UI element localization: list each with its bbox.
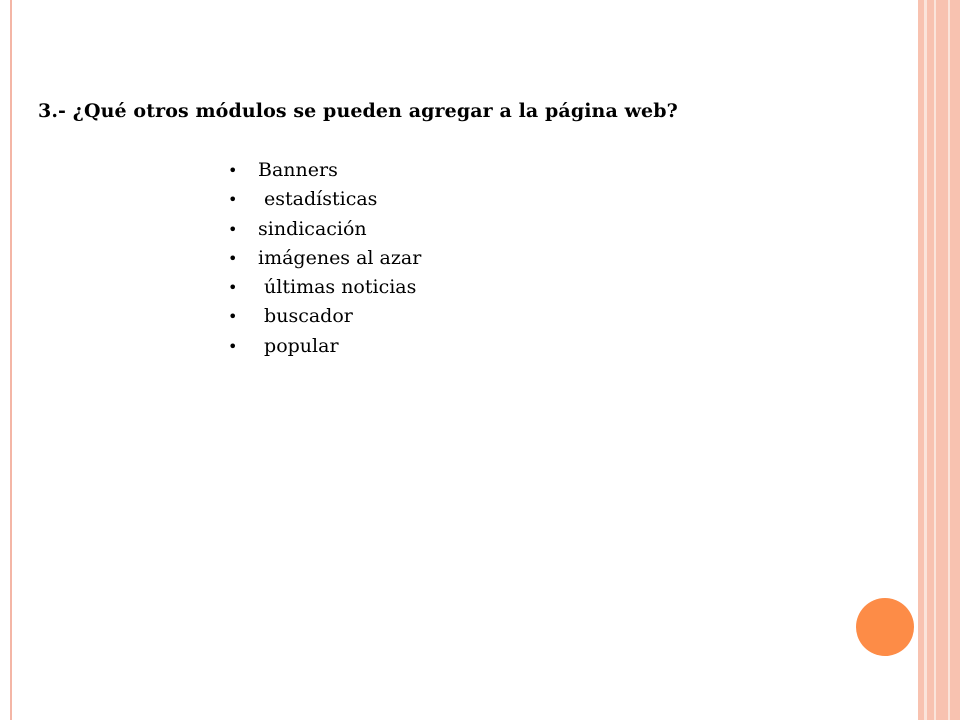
bullet-icon: • <box>228 161 238 180</box>
bullet-icon: • <box>228 278 238 298</box>
list-item-text: imágenes al azar <box>258 246 422 269</box>
list-item-text: popular <box>258 334 339 357</box>
right-decorative-stripes <box>918 0 960 720</box>
bullet-icon: • <box>228 219 238 239</box>
list-item-text: buscador <box>258 305 353 328</box>
list-item-text: estadísticas <box>258 188 378 211</box>
list-item <box>228 215 421 244</box>
list-item-text: sindicación <box>258 217 367 240</box>
slide-question: 3.- ¿Qué otros módulos se pueden agregar a la página web? <box>38 100 678 122</box>
bullet-icon: • <box>228 336 238 356</box>
accent-circle <box>856 598 914 656</box>
stripe <box>934 0 936 720</box>
stripe <box>924 0 927 720</box>
bullet-icon: • <box>228 248 238 268</box>
list-item-text: últimas noticias <box>258 276 417 299</box>
list-item-text: Banners <box>258 159 338 181</box>
list-item <box>228 156 421 185</box>
left-border-line <box>10 0 12 720</box>
list-item <box>228 244 421 273</box>
list-item <box>228 302 421 331</box>
list-item <box>228 332 421 361</box>
bullet-icon: • <box>228 307 238 327</box>
stripe <box>948 0 950 720</box>
module-list <box>228 156 421 361</box>
list-item <box>228 185 421 214</box>
list-item <box>228 273 421 302</box>
bullet-icon: • <box>228 190 238 210</box>
